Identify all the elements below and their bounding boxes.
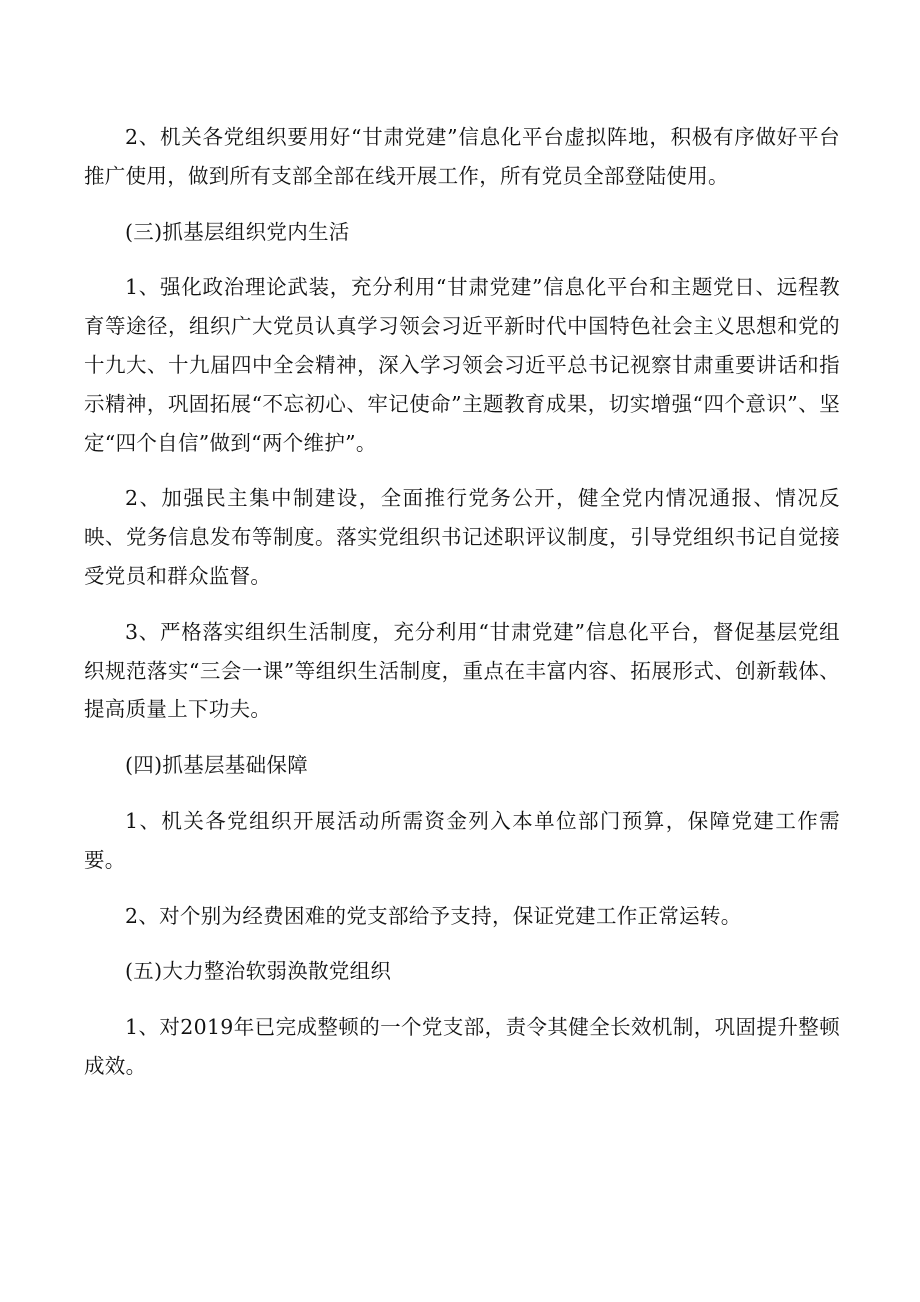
document-body: [84, 118, 840, 1103]
paragraph-organization-life: 3、严格落实组织生活制度，充分利用“甘肃党建”信息化平台，督促基层党组织规范落实“三会一课”等组织生活制度，重点在丰富内容、拓展形式、创新载体、提高质量上下功夫。: [84, 619, 840, 722]
paragraph-democratic-centralism: 2、加强民主集中制建设，全面推行党务公开，健全党内情况通报、情况反映、党务信息发布等制度。落实党组织书记述职评议制度，引导党组织书记自觉接受党员和群众监督。: [84, 486, 840, 588]
paragraph-political-theory: 1、强化政治理论武装，充分利用“甘肃党建”信息化平台和主题党日、远程教育等途径，组织广大党员认真学习领会习近平新时代中国特色社会主义思想和党的十九大、十九届四中全会精神，深入学习领会习近平总书记视察甘肃重要讲话和指示精神，巩固拓展“不忘初心、牢记使命”主题教育成果，切实增强“四个意识”、坚定“四个自信”做到“两个维护”。: [84, 275, 840, 455]
paragraph-funding-budget: 1、机关各党组织开展活动所需资金列入本单位部门预算，保障党建工作需要。: [84, 808, 840, 872]
paragraph-platform-usage: 2、机关各党组织要用好“甘肃党建”信息化平台虚拟阵地，积极有序做好平台推广使用，做到所有支部全部在线开展工作，所有党员全部登陆使用。: [84, 125, 840, 188]
paragraph-funding-support: 2、对个别为经费困难的党支部给予支持，保证党建工作正常运转。: [125, 903, 742, 928]
section-heading-4: (四)抓基层基础保障: [125, 753, 308, 778]
section-heading-5: (五)大力整治软弱涣散党组织: [125, 959, 392, 984]
paragraph-rectification: 1、对2019年已完成整顿的一个党支部，责令其健全长效机制，巩固提升整顿成效。: [84, 1015, 840, 1078]
section-heading-3: (三)抓基层组织党内生活: [125, 219, 350, 244]
